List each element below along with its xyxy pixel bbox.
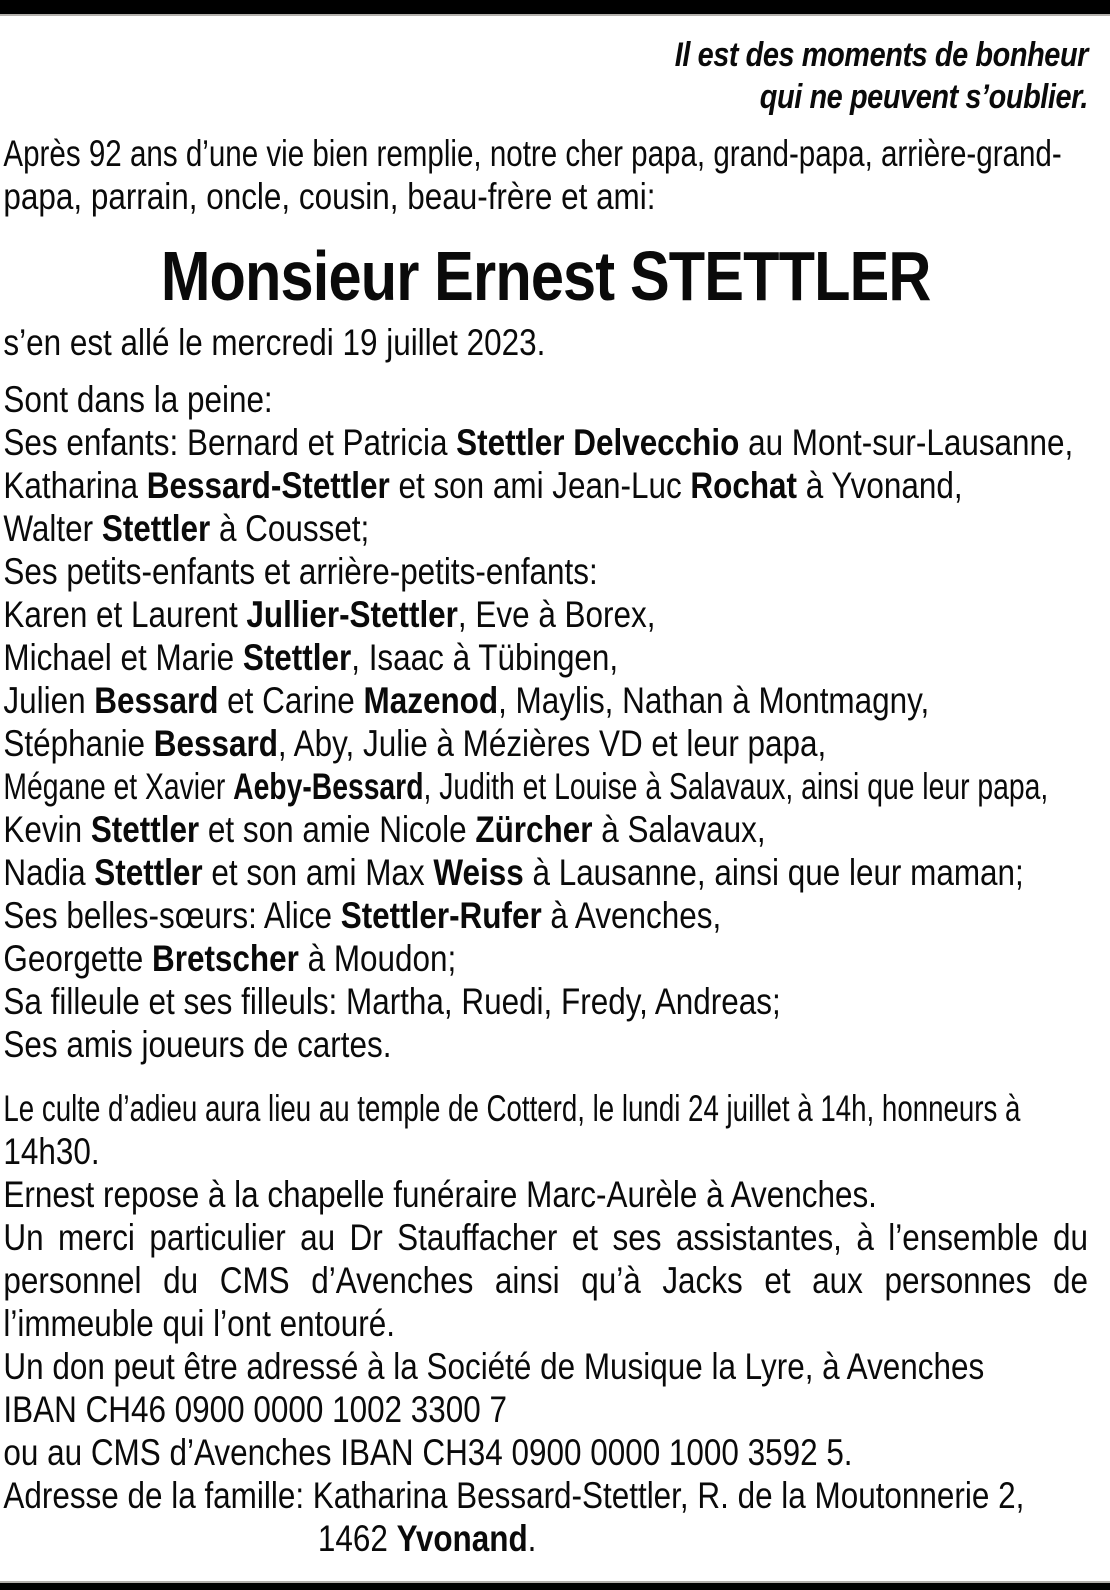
family-name-bold: Aeby-Bessard xyxy=(233,766,424,807)
notice-text: et son ami Max xyxy=(202,852,434,893)
ceremony-info xyxy=(3,1087,1088,1560)
notice-line xyxy=(3,1130,1088,1173)
notice-text: ou au CMS d’Avenches IBAN CH34 0900 0000 1000 3592 5. xyxy=(3,1432,853,1473)
notice-line xyxy=(3,321,1088,364)
notice-line xyxy=(3,237,1088,315)
notice-text: papa, parrain, oncle, cousin, beau-frère et ami: xyxy=(3,176,656,217)
notice-text: et son amie Nicole xyxy=(199,809,476,850)
mourners-list xyxy=(3,378,1088,1066)
notice-text: Katharina xyxy=(3,465,147,506)
notice-line xyxy=(3,378,1088,421)
notice-line xyxy=(3,34,1088,76)
family-name-bold: Stettler xyxy=(94,852,203,893)
notice-text: Nadia xyxy=(3,852,95,893)
family-name-bold: Stettler xyxy=(242,637,352,678)
notice-text: à Moudon; xyxy=(298,938,457,979)
notice-text: au Mont-sur-Lausanne, xyxy=(739,422,1074,463)
notice-text: Ses enfants: Bernard et Patricia xyxy=(3,422,457,463)
notice-line xyxy=(3,980,1088,1023)
notice-text: personnel du CMS d’Avenches ainsi qu’à Jacks et aux personnes de xyxy=(3,1260,1088,1301)
family-name-bold: Bessard-Stettler xyxy=(146,465,390,506)
notice-text: à Salavaux, xyxy=(592,809,766,850)
notice-text: Le culte d’adieu aura lieu au temple de Cotterd, le lundi 24 juillet à 14h, honneurs à xyxy=(3,1088,1021,1129)
notice-text: IBAN CH46 0900 0000 1002 3300 7 xyxy=(3,1389,507,1430)
family-name-bold: Stettler xyxy=(101,508,211,549)
notice-line xyxy=(3,765,1088,808)
notice-text: Sont dans la peine: xyxy=(3,379,273,420)
notice-text: Michael et Marie xyxy=(3,637,243,678)
family-name-bold: Stettler Delvecchio xyxy=(456,422,740,463)
notice-text: à Lausanne, ainsi que leur maman; xyxy=(523,852,1024,893)
notice-line xyxy=(3,1087,1088,1130)
notice-text: Il est des moments de bonheur xyxy=(674,36,1088,74)
notice-line xyxy=(3,464,1088,507)
notice-text: Stéphanie xyxy=(3,723,154,764)
notice-text: et Carine xyxy=(218,680,364,721)
notice-text: Ses belles-sœurs: Alice xyxy=(3,895,341,936)
notice-text: Sa filleule et ses filleuls: Martha, Ruedi, Fredy, Andreas; xyxy=(3,981,781,1022)
family-name-bold: Rochat xyxy=(690,465,798,506)
notice-text: à Yvonand, xyxy=(797,465,963,506)
notice-text: 14h30. xyxy=(3,1131,100,1172)
family-name-bold: Stettler-Rufer xyxy=(340,895,542,936)
family-name-bold: Stettler xyxy=(90,809,200,850)
notice-text: , Eve à Borex, xyxy=(457,594,656,635)
notice-text: qui ne peuvent s’oublier. xyxy=(759,78,1088,116)
notice-text: Kevin xyxy=(3,809,91,850)
family-name-bold: Zürcher xyxy=(475,809,593,850)
epigraph xyxy=(3,34,1088,118)
family-name-bold: Yvonand xyxy=(396,1518,528,1559)
notice-text: Walter xyxy=(3,508,102,549)
family-name-bold: Jullier-Stettler xyxy=(246,594,458,635)
family-name-bold: Bretscher xyxy=(152,938,299,979)
notice-line xyxy=(3,1517,1088,1560)
notice-text: Adresse de la famille: Katharina Bessard-Stettler, R. de la Moutonnerie 2, xyxy=(3,1475,1025,1516)
notice-line xyxy=(3,722,1088,765)
notice-text: l’immeuble qui l’ont entouré. xyxy=(3,1303,395,1344)
notice-text: 1462 xyxy=(317,1518,397,1559)
family-name-bold: Monsieur Ernest STETTLER xyxy=(160,237,931,315)
family-name-bold: Bessard xyxy=(153,723,278,764)
notice-line xyxy=(3,1431,1088,1474)
intro-paragraph xyxy=(3,132,1088,218)
notice-text: , Judith et Louise à Salavaux, ainsi que leur papa, xyxy=(423,766,1049,807)
notice-text: à Avenches, xyxy=(541,895,722,936)
notice-line xyxy=(3,421,1088,464)
notice-line xyxy=(3,851,1088,894)
notice-body xyxy=(0,16,1110,1560)
notice-text: , Isaac à Tübingen, xyxy=(351,637,619,678)
notice-line xyxy=(3,1388,1088,1431)
notice-line xyxy=(3,132,1088,175)
notice-line xyxy=(3,507,1088,550)
notice-line xyxy=(3,808,1088,851)
notice-line xyxy=(3,593,1088,636)
notice-text: et son ami Jean-Luc xyxy=(389,465,691,506)
notice-line xyxy=(3,894,1088,937)
notice-line xyxy=(3,175,1088,218)
notice-line xyxy=(3,1345,1088,1388)
notice-text: , Aby, Julie à Mézières VD et leur papa, xyxy=(277,723,827,764)
notice-line xyxy=(3,550,1088,593)
notice-text: s’en est allé le mercredi 19 juillet 2023. xyxy=(3,322,546,363)
top-border-bar xyxy=(0,0,1110,16)
notice-text: Un don peut être adressé à la Société de Musique la Lyre, à Avenches xyxy=(3,1346,985,1387)
death-date-line xyxy=(3,321,1088,364)
notice-text: à Cousset; xyxy=(210,508,370,549)
notice-line xyxy=(3,1023,1088,1066)
notice-text: . xyxy=(527,1518,537,1559)
deceased-name-title xyxy=(3,237,1088,315)
notice-text: Ernest repose à la chapelle funéraire Marc-Aurèle à Avenches. xyxy=(3,1174,877,1215)
notice-line xyxy=(3,1302,1088,1345)
notice-text: Georgette xyxy=(3,938,153,979)
notice-line xyxy=(3,1259,1088,1302)
notice-text: , Maylis, Nathan à Montmagny, xyxy=(498,680,930,721)
notice-text: Après 92 ans d’une vie bien remplie, notre cher papa, grand-papa, arrière-grand- xyxy=(3,133,1062,174)
notice-text: Ses petits-enfants et arrière-petits-enfants: xyxy=(3,551,598,592)
notice-line xyxy=(3,1474,1088,1517)
notice-line xyxy=(3,1173,1088,1216)
notice-line xyxy=(3,679,1088,722)
notice-text: Julien xyxy=(3,680,95,721)
notice-text: Un merci particulier au Dr Stauffacher et ses assistantes, à l’ensemble du xyxy=(3,1217,1088,1258)
notice-text: Karen et Laurent xyxy=(3,594,247,635)
notice-line xyxy=(3,937,1088,980)
notice-line xyxy=(3,76,1088,118)
bottom-border-bar xyxy=(0,1581,1110,1590)
family-name-bold: Bessard xyxy=(94,680,219,721)
notice-line xyxy=(3,636,1088,679)
notice-text: Mégane et Xavier xyxy=(3,766,234,807)
notice-text: Ses amis joueurs de cartes. xyxy=(3,1024,392,1065)
notice-line xyxy=(3,1216,1088,1259)
family-name-bold: Mazenod xyxy=(363,680,499,721)
family-name-bold: Weiss xyxy=(433,852,524,893)
